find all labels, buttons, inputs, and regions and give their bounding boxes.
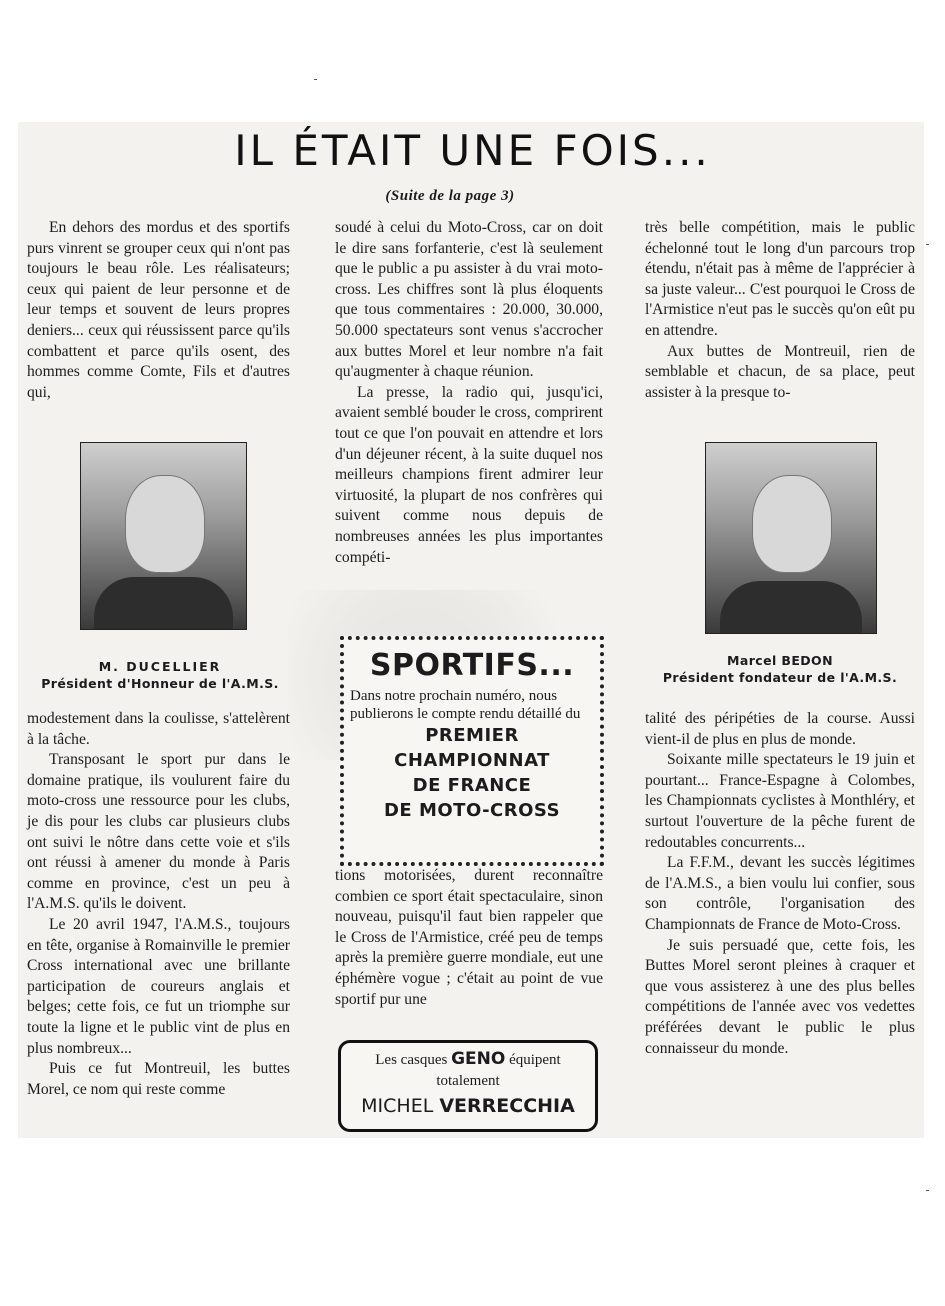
photo-caption-right (640, 652, 920, 686)
column-3-top (645, 218, 915, 403)
advert-brand: GENO (451, 1049, 506, 1069)
portrait-head (752, 475, 832, 573)
scan-speck (926, 1190, 929, 1191)
announcement-line: PREMIER (425, 725, 519, 746)
paragraph: La F.F.M., devant les succès légitimes de l'A.M.S., a bien voulu lui confier, sous son contrôle, l'organisation des Championnats de France de Moto-Cross. (645, 854, 915, 933)
paragraph: En dehors des mordus et des sportifs purs vinrent se grouper ceux qui n'ont pas toujours le beau rôle. Les réalisateurs; ceux qui paient de leur personne et de leur temps et souvent de leurs propres deniers... ceux qui réussissent parce qu'ils combattent et parce qu'ils osent, des hommes comme Comte, Fils et d'autres qui, (27, 219, 290, 401)
advert-name-last: VERRECCHIA (439, 1095, 575, 1117)
article-title: IL ÉTAIT UNE FOIS... (234, 126, 711, 175)
paragraph: Puis ce fut Montreuil, les buttes Morel, ce nom qui reste comme (27, 1060, 290, 1098)
caption-role: Président fondateur de l'A.M.S. (662, 670, 898, 685)
paragraph: très belle compétition, mais le public échelonné tout le long d'un parcours trop étendu, n'était pas à même de l'apprécier à sa juste valeur... C'est pourquoi le Cross de l'Armistice n'eut pas le succès qu'on eût pu en attendre. (645, 219, 915, 339)
advertisement-box (338, 1040, 598, 1132)
paragraph: Le 20 avril 1947, l'A.M.S., toujours en tête, organise à Romainville le premier Cross international avec une brillante participation de coureurs anglais et belges; cette fois, ce fut un triomphe sur toute la ligne et le public vint de plus en plus nombreux... (27, 915, 290, 1057)
advert-text: Les casques (375, 1052, 448, 1068)
caption-role: Président d'Honneur de l'A.M.S. (41, 676, 279, 691)
advert-text: équipent (509, 1052, 561, 1068)
paragraph: tions motorisées, durent reconnaître combien ce sport était spectaculaire, sinon nouveau, puisqu'il faut bien rappeler que le Cross de l'Armistice, créé peu de temps après la première guerre mondiale, eut une éphémère vogue ; c'était au point de vue sportif pur une (335, 867, 603, 1008)
announcement-heading: SPORTIFS... (369, 648, 575, 683)
paragraph: modestement dans la coulisse, s'attelèrent à la tâche. (27, 710, 290, 748)
portrait-photo-bedon (705, 442, 877, 634)
column-2-bottom (335, 866, 603, 1010)
paragraph: Soixante mille spectateurs le 19 juin et pourtant... France-Espagne à Colombes, les Championnats cyclistes à Monthléry, et surtout l'ouverture de la pêche furent de redoutables concurrents... (645, 751, 915, 851)
advert-name-first: MICHEL (361, 1095, 434, 1117)
paragraph: Je suis persuadé que, cette fois, les Buttes Morel seront pleines à craquer et que vous assisterez à une des plus belles compétitions de l'année avec vos vedettes préférées devant le public le plus connaisseur du monde. (645, 936, 915, 1057)
portrait-suit (720, 581, 863, 633)
column-3-bottom (645, 709, 915, 1059)
advert-line-2: totalement (436, 1073, 500, 1089)
column-1-top (27, 218, 290, 403)
caption-name: M. DUCELLIER (98, 659, 222, 674)
announcement-text: Dans notre prochain numéro, nous publierons le compte rendu détaillé du (350, 688, 581, 722)
photo-caption-left (20, 658, 300, 692)
announcement-line: CHAMPIONNAT (394, 750, 550, 771)
portrait-head (125, 475, 205, 573)
paragraph: Transposant le sport pur dans le domaine pratique, ils voulurent faire du moto-cross une ressource pour les clubs, je dis pour les clubs car plusieurs clubs ont suivi le nôtre dans cette voie et s'ils ont réussi à amener du monde à Paris comme en province, c'est un peu à l'A.M.S. qu'ils le doivent. (27, 751, 290, 913)
paragraph: soudé à celui du Moto-Cross, car on doit le dire sans forfanterie, c'est là seulement que le public a pu assister à du vrai moto-cross. Les chiffres sont là plus éloquents que tous commentaires : 20.000, 30.000, 50.000 spectateurs sont venus s'accrocher aux buttes Morel et leur nombre n'a fait qu'augmenter à chaque réunion. (335, 219, 603, 381)
article-subtitle: (Suite de la page 3) (385, 188, 515, 204)
scan-speck (314, 79, 317, 80)
portrait-photo-ducellier (80, 442, 247, 630)
paragraph: La presse, la radio qui, jusqu'ici, avaient semblé bouder le cross, comprirent tout ce que l'on pouvait en attendre et lors d'un déjeuner récent, à la suite duquel nos meilleurs champions firent admirer leur virtuosité, la plupart de nos confrères qui suivent comme nous depuis de nombreuses années les plus importantes compéti- (335, 383, 603, 566)
advert-line-1 (341, 1049, 595, 1071)
column-1-bottom (27, 709, 290, 1100)
advert-line-3 (341, 1096, 595, 1117)
paragraph: Aux buttes de Montreuil, rien de semblable et chacun, de sa place, peut assister à la presque to- (645, 342, 915, 401)
scan-speck (926, 244, 929, 245)
announcement-box (340, 636, 604, 866)
portrait-suit (94, 577, 233, 629)
announcement-line: DE MOTO-CROSS (383, 800, 561, 821)
caption-name: Marcel BEDON (727, 653, 833, 668)
paragraph: talité des péripéties de la course. Aussi vient-il de plus en plus de monde. (645, 710, 915, 748)
column-2-top (335, 218, 603, 568)
announcement-line: DE FRANCE (412, 775, 532, 796)
